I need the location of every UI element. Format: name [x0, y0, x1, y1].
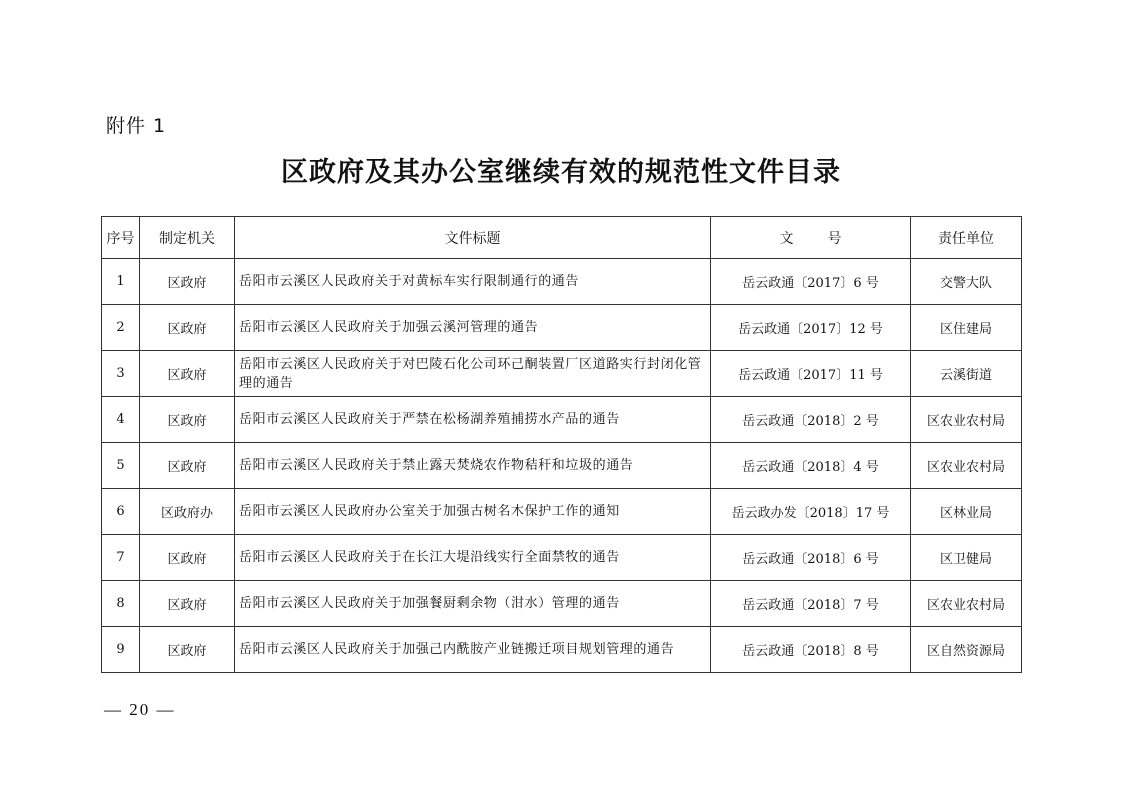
cell-issuer: 区政府	[140, 397, 235, 443]
cell-issuer: 区政府	[140, 627, 235, 673]
table-row	[102, 581, 1022, 627]
cell-doc-number: 岳云政通〔2018〕2 号	[711, 397, 911, 443]
cell-seq: 6	[102, 489, 140, 535]
cell-seq: 9	[102, 627, 140, 673]
table-row	[102, 489, 1022, 535]
cell-doc-title: 岳阳市云溪区人民政府关于对黄标车实行限制通行的通告	[235, 259, 711, 305]
table-row	[102, 627, 1022, 673]
document-catalog-table	[101, 216, 1022, 673]
cell-doc-title: 岳阳市云溪区人民政府关于在长江大堤沿线实行全面禁牧的通告	[235, 535, 711, 581]
table-row	[102, 305, 1022, 351]
cell-seq: 1	[102, 259, 140, 305]
cell-seq: 7	[102, 535, 140, 581]
page-number: — 20 —	[104, 700, 176, 719]
table-row	[102, 535, 1022, 581]
cell-responsible-unit: 区住建局	[911, 305, 1022, 351]
cell-doc-title: 岳阳市云溪区人民政府关于加强己内酰胺产业链搬迁项目规划管理的通告	[235, 627, 711, 673]
cell-doc-title: 岳阳市云溪区人民政府关于加强餐厨剩余物（泔水）管理的通告	[235, 581, 711, 627]
cell-doc-title: 岳阳市云溪区人民政府办公室关于加强古树名木保护工作的通知	[235, 489, 711, 535]
table-row	[102, 351, 1022, 397]
cell-doc-title: 岳阳市云溪区人民政府关于加强云溪河管理的通告	[235, 305, 711, 351]
cell-seq: 3	[102, 351, 140, 397]
cell-responsible-unit: 区卫健局	[911, 535, 1022, 581]
cell-responsible-unit: 区农业农村局	[911, 443, 1022, 489]
cell-responsible-unit: 交警大队	[911, 259, 1022, 305]
cell-doc-number: 岳云政通〔2017〕11 号	[711, 351, 911, 397]
table-row	[102, 259, 1022, 305]
cell-responsible-unit: 区农业农村局	[911, 581, 1022, 627]
cell-issuer: 区政府	[140, 443, 235, 489]
cell-seq: 4	[102, 397, 140, 443]
cell-doc-number: 岳云政通〔2018〕4 号	[711, 443, 911, 489]
cell-doc-title: 岳阳市云溪区人民政府关于严禁在松杨湖养殖捕捞水产品的通告	[235, 397, 711, 443]
cell-responsible-unit: 区林业局	[911, 489, 1022, 535]
table-row	[102, 397, 1022, 443]
cell-doc-title: 岳阳市云溪区人民政府关于对巴陵石化公司环己酮装置厂区道路实行封闭化管理的通告	[235, 351, 711, 397]
cell-responsible-unit: 云溪街道	[911, 351, 1022, 397]
cell-responsible-unit: 区农业农村局	[911, 397, 1022, 443]
cell-issuer: 区政府	[140, 351, 235, 397]
cell-doc-number: 岳云政通〔2017〕12 号	[711, 305, 911, 351]
cell-seq: 2	[102, 305, 140, 351]
header-doc-number: 文号	[711, 217, 911, 259]
cell-doc-title: 岳阳市云溪区人民政府关于禁止露天焚烧农作物秸秆和垃圾的通告	[235, 443, 711, 489]
cell-issuer: 区政府	[140, 581, 235, 627]
header-doc-title: 文件标题	[235, 217, 711, 259]
page-title: 区政府及其办公室继续有效的规范性文件目录	[281, 157, 841, 188]
cell-responsible-unit: 区自然资源局	[911, 627, 1022, 673]
cell-seq: 8	[102, 581, 140, 627]
attachment-label: 附件 1	[106, 115, 167, 137]
table-row	[102, 443, 1022, 489]
header-issuer: 制定机关	[140, 217, 235, 259]
cell-issuer: 区政府	[140, 535, 235, 581]
cell-doc-number: 岳云政办发〔2018〕17 号	[711, 489, 911, 535]
cell-doc-number: 岳云政通〔2018〕6 号	[711, 535, 911, 581]
cell-doc-number: 岳云政通〔2017〕6 号	[711, 259, 911, 305]
cell-doc-number: 岳云政通〔2018〕8 号	[711, 627, 911, 673]
header-responsible-unit: 责任单位	[911, 217, 1022, 259]
cell-issuer: 区政府	[140, 305, 235, 351]
cell-issuer: 区政府办	[140, 489, 235, 535]
cell-issuer: 区政府	[140, 259, 235, 305]
table-header-row	[102, 217, 1022, 259]
cell-doc-number: 岳云政通〔2018〕7 号	[711, 581, 911, 627]
cell-seq: 5	[102, 443, 140, 489]
header-seq: 序号	[102, 217, 140, 259]
